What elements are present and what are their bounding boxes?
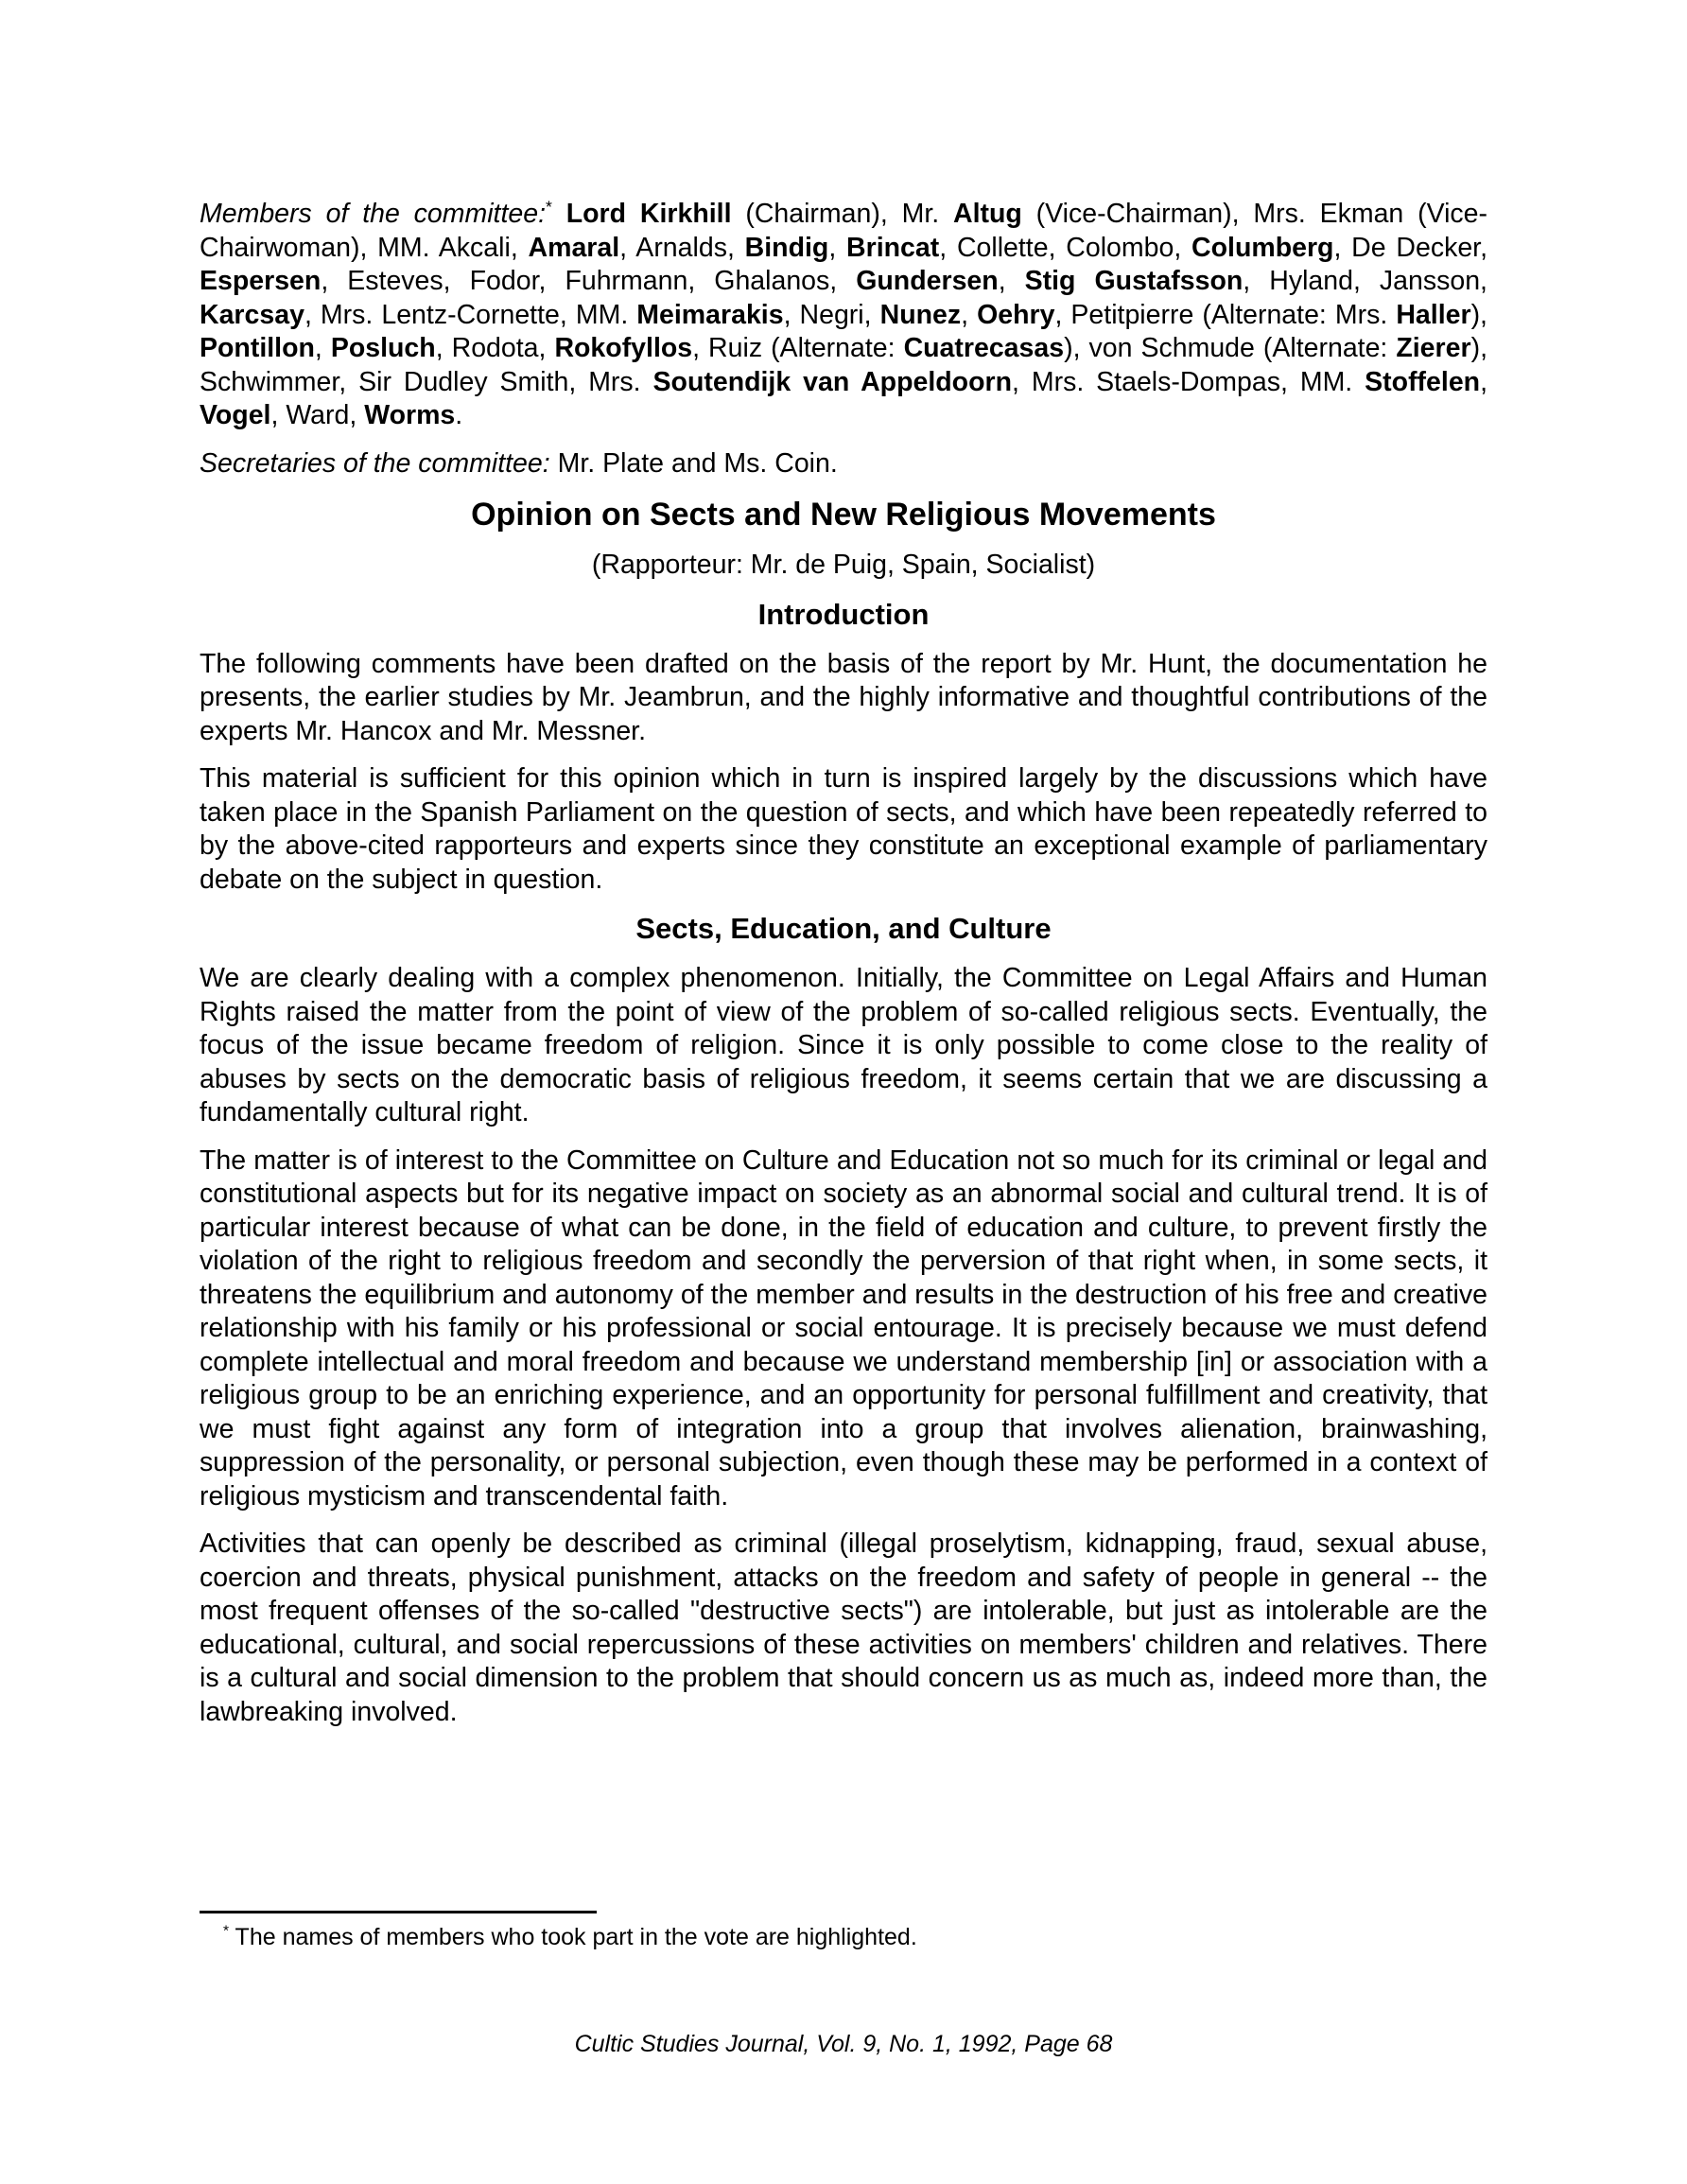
footnote [200,1923,1487,1952]
section-heading-introduction: Introduction [757,597,930,631]
section-sects-education-culture [200,911,1487,1729]
footnote-marker: * [223,1923,230,1940]
footnote-separator-rule [200,1911,597,1913]
members-paragraph: Members of the committee:* Lord Kirkhill (Chairman), Mr. Altug (Vice-Chairman), Mrs. Ekman (Vice-Chairwoman), MM. Akcali, Amaral, Arnalds, Bindig, Brincat, Collette, Colombo, Columberg, De Decker, Espersen, Esteves, Fodor, Fuhrmann, Ghalanos, Gundersen, Stig Gustafsson, Hyland, Jansson, Karcsay, Mrs. Lentz-Cornette, MM. Meimarakis, Negri, Nunez, Oehry, Petitpierre (Alternate: Mrs. Haller), Pontillon, Posluch, Rodota, Rokofyllos, Ruiz (Alternate: Cuatrecasas), von Schmude (Alternate: Zierer), Schwimmer, Sir Dudley Smith, Mrs. Soutendijk van Appeldoorn, Mrs. Staels-Dompas, MM. Stoffelen, Vogel, Ward, Worms. [200,197,1488,430]
document-title: Opinion on Sects and New Religious Movements [471,497,1216,533]
section-heading-sects-education-culture: Sects, Education, and Culture [635,912,1052,945]
section-introduction [200,597,1487,898]
rapporteur-line: (Rapporteur: Mr. de Puig, Spain, Socialist) [591,550,1096,580]
page-footer: Cultic Studies Journal, Vol. 9, No. 1, 1992, Page 68 [574,2031,1113,2057]
document-content [200,198,1487,1743]
paragraph: The matter is of interest to the Committee on Culture and Education not so much for its criminal or legal and constitutional aspects but for its negative impact on society as an abnormal social and cultural trend. It is of particular interest because of what can be done, in the field of education and culture, to prevent firstly the violation of the right to religious freedom and secondly the perversion of that right when, in some sects, it threatens the equilibrium and autonomy of the member and results in the destruction of his free and creative relationship with his family or his professional or social entourage. It is precisely because we must defend complete intellectual and moral freedom and because we understand membership [in] or association with a religious group to be an enriching experience, and an opportunity for personal fulfillment and creativity, that we must fight against any form of integration into a group that involves alienation, brainwashing, suppression of the personality, or personal subjection, even though these may be performed in a context of religious mysticism and transcendental faith. [200,1144,1487,1511]
paragraph: This material is sufficient for this opinion which in turn is inspired largely by the discussions which have taken place in the Spanish Parliament on the question of sects, and which have been repeatedly referred to by the above-cited rapporteurs and experts since they constitute an exceptional example of parliamentary debate on the subject in question. [200,763,1487,895]
paragraph: Activities that can openly be described as criminal (illegal proselytism, kidnapping, fraud, sexual abuse, coercion and threats, physical punishment, attacks on the freedom and safety of people in general -- the most frequent offenses of the so-called "destructive sects") are intolerable, but just as intolerable are the educational, cultural, and social repercussions of these activities on members' children and relatives. There is a cultural and social dimension to the problem that should concern us as much as, indeed more than, the lawbreaking involved. [200,1529,1487,1727]
paragraph: We are clearly dealing with a complex phenomenon. Initially, the Committee on Legal Affairs and Human Rights raised the matter from the point of view of the problem of so-called religious sects. Eventually, the focus of the issue became freedom of religion. Since it is only possible to come close to the reality of abuses by sects on the democratic basis of religious freedom, it seems certain that we are discussing a fundamentally cultural right. [200,963,1487,1127]
paragraph: The following comments have been drafted on the basis of the report by Mr. Hunt, the documentation he presents, the earlier studies by Mr. Jeambrun, and the highly informative and thoughtful contributions of the experts Mr. Hancox and Mr. Messner. [200,648,1487,746]
footnote-text: The names of members who took part in the vote are highlighted. [235,1924,917,1950]
secretaries-paragraph: Secretaries of the committee: Mr. Plate and Ms. Coin. [200,447,838,479]
